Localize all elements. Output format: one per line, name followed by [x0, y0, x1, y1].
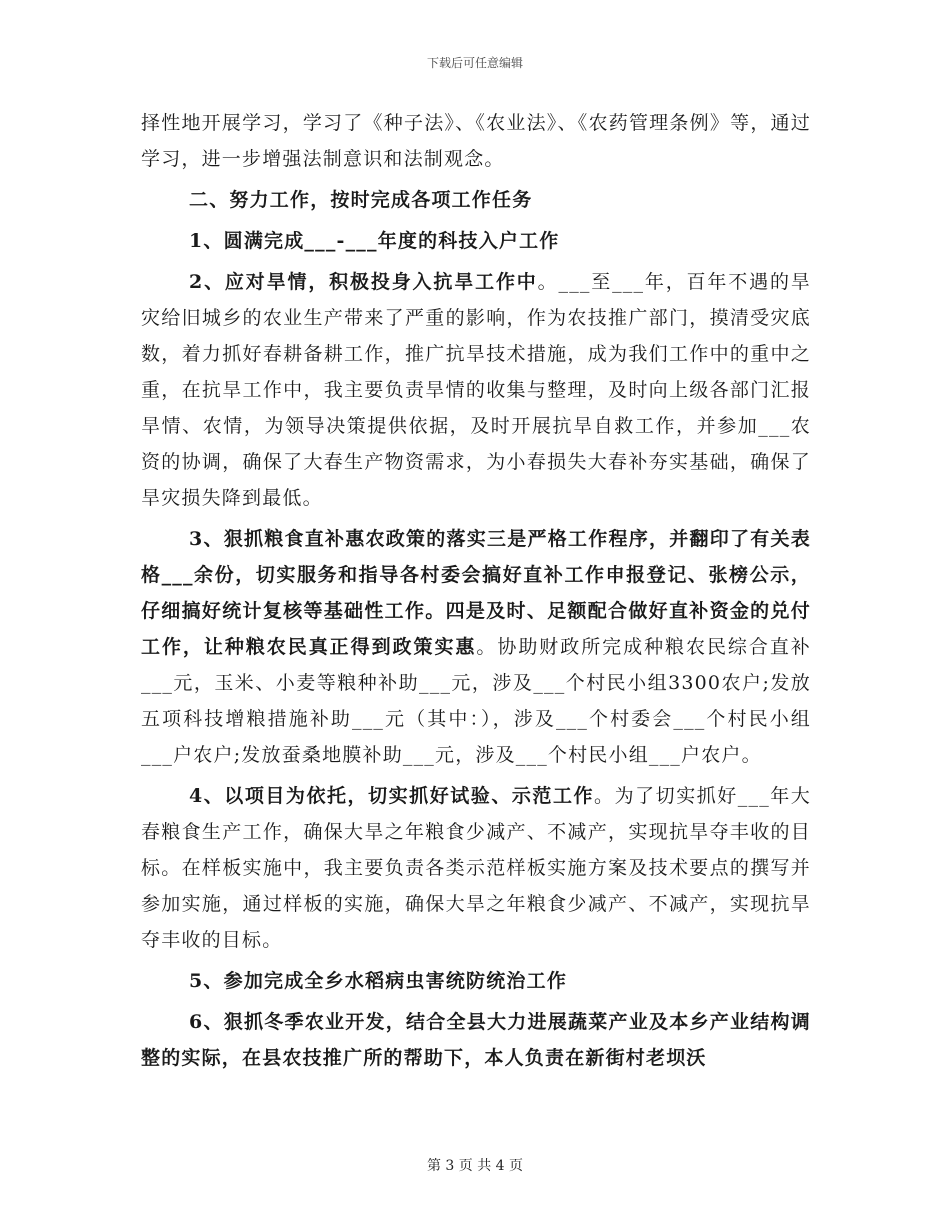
page-number-footer: 第 3 页 共 4 页 — [426, 1158, 524, 1174]
section-heading-text: 二、努力工作，按时完成各项工作任务 — [189, 189, 533, 211]
item-4-demonstration-projects — [141, 778, 811, 958]
item-3-grain-subsidy — [141, 521, 811, 773]
item-heading-text: 1、圆满完成___-___年度的科技入户工作 — [189, 230, 560, 252]
item-heading-text: 6、狠抓冬季农业开发，结合全县大力进展蔬菜产业及本乡产业结构调整的实际，在县农技推广所的帮助下，本人负责在新街村老坝沃 — [141, 1011, 811, 1069]
item-heading-text: 3、狠抓粮食直补惠农政策的落实三是严格工作程序，并翻印了有关表格___余份，切实服务和指导各村委会搞好直补工作申报登记、张榜公示，仔细搞好统计复核等基础性工作。四是及时、足额配合做好直补资金的兑付工作，让种粮农民真正得到政策实惠 — [141, 528, 811, 658]
item-heading-text: 4、以项目为依托，切实抓好试验、示范工作 — [189, 785, 595, 807]
item-heading-text: 2、应对旱情，积极投身入抗旱工作中 — [189, 271, 538, 293]
paragraph-text: 。协助财政所完成种粮农民综合直补___元，玉米、小麦等粮种补助___元，涉及___个村民小组3300农户;发放五项科技增粮措施补助___元（其中：），涉及___个村委会___个村民小组___户农户;发放蚕桑地膜补助___元，涉及___个村民小组___户农户。 — [141, 636, 812, 766]
paragraph-text: 。___至___年，百年不遇的旱灾给旧城乡的农业生产带来了严重的影响，作为农技推广部门，摸清受灾底数，着力抓好春耕备耕工作，推广抗旱技术措施，成为我们工作中的重中之重，在抗旱工作中，我主要负责旱情的收集与整理，及时向上级各部门汇报旱情、农情，为领导决策提供依据，及时开展抗旱自救工作，并参加___农资的协调，确保了大春生产物资需求，为小春损失大春补夯实基础，确保了旱灾损失降到最低。 — [141, 271, 811, 509]
section-heading-work-tasks — [141, 182, 811, 218]
item-1-tech-households — [141, 223, 811, 259]
paragraph-text: 。为了切实抓好___年大春粮食生产工作，确保大旱之年粮食少减产、不减产，实现抗旱夺丰收的目标。在样板实施中，我主要负责各类示范样板实施方案及技术要点的撰写并参加实施，通过样板的实施，确保大旱之年粮食少减产、不减产，实现抗旱夺丰收的目标。 — [141, 785, 811, 951]
page-header-note: 下载后可任意编辑 — [426, 56, 523, 70]
document-body — [141, 105, 811, 1076]
paragraph-study-laws — [141, 105, 811, 177]
item-heading-text: 5、参加完成全乡水稻病虫害统防统治工作 — [189, 970, 568, 992]
item-2-drought-response — [141, 264, 811, 516]
item-6-winter-agriculture — [141, 1004, 811, 1076]
item-5-pest-control — [141, 963, 811, 999]
paragraph-text: 择性地开展学习，学习了《种子法》、《农业法》、《农药管理条例》等，通过学习，进一步增强法制意识和法制观念。 — [141, 112, 811, 170]
